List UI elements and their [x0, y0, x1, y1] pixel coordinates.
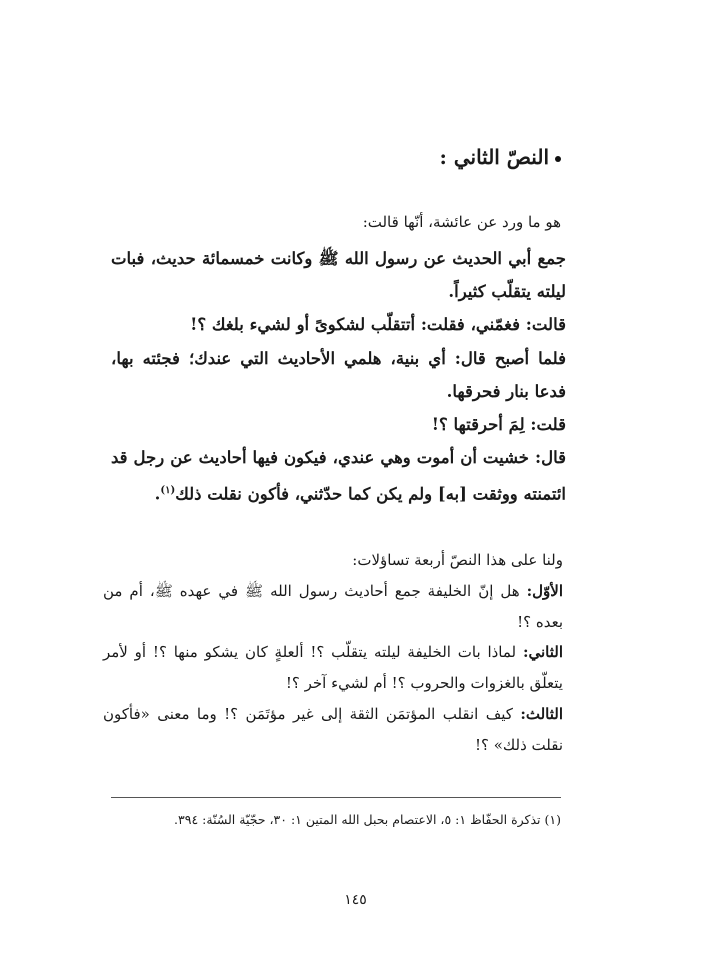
- section-heading-text: النصّ الثاني :: [439, 145, 549, 169]
- footnote: (١) تذكرة الحفّاظ ١: ٥، الاعتصام بحبل الله المتين ١: ٣٠، حجّيّة السُنّة: ٣٩٤.: [174, 812, 561, 827]
- quote-paragraph: فلما أصبح قال: أي بنية، هلمي الأحاديث التي عندك؛ فجئته بها، فدعا بنار فحرقها.: [111, 348, 566, 401]
- questions-intro: ولنا على هذا النصّ أربعة تساؤلات:: [352, 551, 563, 569]
- intro-line: هو ما ورد عن عائشة، أنّها قالت:: [362, 213, 561, 231]
- question-item: [103, 576, 563, 638]
- question-text: كيف انقلب المؤتمَن الثقة إلى غير مؤتَمَن ؟! وما معنى «فأكون نقلت ذلك» ؟!: [103, 704, 563, 754]
- question-label: الأوّل:: [526, 581, 563, 600]
- bullet-icon: [555, 156, 561, 162]
- footnote-reference: (١): [160, 485, 176, 497]
- quote-paragraph: [111, 441, 566, 511]
- question-text: هل إنّ الخليفة جمع أحاديث رسول الله ﷺ في عهده ﷺ، أم من بعده ؟!: [103, 581, 563, 631]
- question-item: [103, 699, 563, 761]
- quote-paragraph: قالت: فغمّني، فقلت: أتتقلّب لشكوىً أو لشيء بلغك ؟!: [190, 315, 566, 335]
- footnote-divider: [111, 797, 561, 798]
- quoted-text: [111, 242, 566, 511]
- questions-section: [103, 545, 563, 761]
- question-item: [103, 637, 563, 699]
- question-text: لماذا بات الخليفة ليلته يتقلّب ؟! ألعلةٍ كان يشكو منها ؟! أو لأمر يتعلّق بالغزوات والحروب ؟! أم لشيء آخر ؟!: [103, 643, 563, 693]
- quote-end: .: [154, 484, 161, 504]
- question-label: الثالث:: [520, 704, 563, 723]
- quote-paragraph: جمع أبي الحديث عن رسول الله ﷺ وكانت خمسمائة حديث، فبات ليلته يتقلّب كثيراً.: [111, 249, 566, 302]
- section-heading: [111, 145, 561, 169]
- quote-paragraph: قلت: لِمَ أحرقتها ؟!: [431, 415, 566, 435]
- quote-paragraph-text: قال: خشيت أن أموت وهي عندي، فيكون فيها أحاديث عن رجل قد ائتمنته ووثقت [به] ولم يكن كما حدّثني، فأكون نقلت ذلك: [111, 448, 566, 504]
- question-label: الثاني:: [522, 643, 563, 662]
- page-number: ١٤٥: [344, 892, 367, 908]
